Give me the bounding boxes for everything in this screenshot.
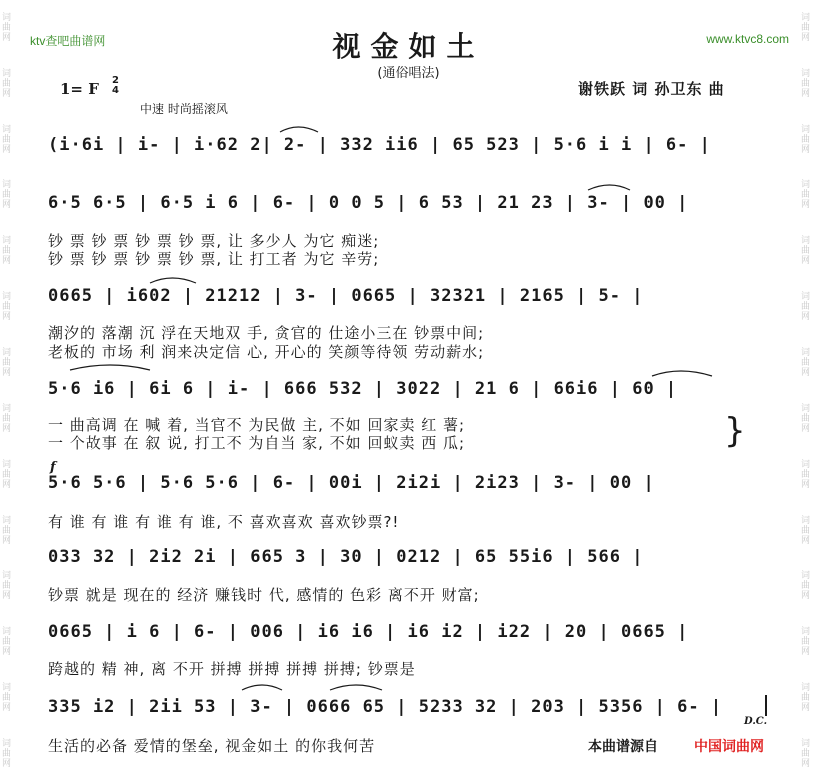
watermark-text: 词曲网	[2, 683, 12, 714]
notation-row-5: 5·6 5·6 | 5·6 5·6 | 6- | 00i | 2i2i | 2i23 | 3- | 00 |	[48, 473, 655, 493]
song-title: 视金如土	[332, 30, 485, 63]
tie-arc	[242, 685, 282, 690]
tempo-marking: 中速 时尚摇滚风	[140, 102, 228, 116]
tie-arc	[652, 371, 712, 376]
lyric-row-8: 生活的必备 爱情的堡垒, 视金如土 的你我何苦	[48, 737, 376, 755]
time-signature-top: 2	[112, 75, 119, 86]
watermark-text: 词曲网	[2, 403, 12, 434]
tie-arc	[588, 185, 630, 190]
verse-brace: }	[724, 411, 746, 451]
lyric-row-4-verse-2: 一 个故事 在 叙 说, 打工不 为自当 家, 不如 回蚁卖 西 瓜;	[48, 434, 466, 452]
lyric-row-5: 有 谁 有 谁 有 谁 有 谁, 不 喜欢喜欢 喜欢钞票?!	[48, 513, 400, 531]
notation-row-7: 0665 | i 6 | 6- | 006 | i6 i6 | i6 i2 | i22 | 20 | 0665 |	[48, 622, 689, 642]
watermark-text: 词曲网	[2, 627, 12, 658]
notation-row-8: 335 i2 | 2ii 53 | 3- | 0666 65 | 5233 32 | 203 | 5356 | 6- |	[48, 697, 723, 717]
watermark-text: 词曲网	[2, 124, 12, 155]
notation-row-6: 033 32 | 2i2 2i | 665 3 | 30 | 0212 | 65 55i6 | 566 |	[48, 547, 644, 567]
watermark-text: 词曲网	[801, 571, 811, 602]
site-link-left: ktv查吧曲谱网	[30, 34, 106, 48]
notation-row-1: (i·6i | i- | i·62 2| 2- | 332 ii6 | 65 523 | 5·6 i i | 6- |	[48, 135, 711, 155]
watermark-text: 词曲网	[801, 292, 811, 323]
watermark-text: 词曲网	[801, 124, 811, 155]
lyric-row-2-verse-1: 钞 票 钞 票 钞 票 钞 票, 让 多少人 为它 痴迷;	[48, 232, 380, 250]
watermark-text: 词曲网	[2, 236, 12, 267]
watermark-text: 词曲网	[801, 459, 811, 490]
tie-arc	[150, 278, 196, 283]
site-link-right: www.ktvc8.com	[706, 32, 789, 46]
watermark-text: 词曲网	[801, 12, 811, 43]
watermark-text: 词曲网	[2, 347, 12, 378]
watermark-text: 词曲网	[2, 515, 12, 546]
lyric-row-2-verse-2: 钞 票 钞 票 钞 票 钞 票, 让 打工者 为它 辛劳;	[48, 250, 380, 268]
source-label: 本曲谱源自	[588, 739, 658, 755]
watermark-text: 词曲网	[2, 292, 12, 323]
dynamic-forte: f	[50, 460, 56, 475]
da-capo-mark: D.C.	[744, 716, 768, 727]
key-signature: 1= F	[60, 80, 99, 98]
lyric-row-4-verse-1: 一 曲高调 在 喊 着, 当官不 为民做 主, 不如 回家卖 红 薯;	[48, 416, 466, 434]
watermark-text: 词曲网	[801, 68, 811, 99]
time-signature-bottom: 4	[112, 85, 119, 96]
credits: 谢铁跃 词 孙卫东 曲	[578, 80, 725, 98]
watermark-text: 词曲网	[801, 627, 811, 658]
lyric-row-7: 跨越的 精 神, 离 不开 拼搏 拼搏 拼搏 拼搏; 钞票是	[48, 660, 416, 678]
song-subtitle: (通俗唱法)	[377, 66, 440, 81]
watermark-text: 词曲网	[2, 12, 12, 43]
watermark-text: 词曲网	[801, 738, 811, 769]
notation-row-4: 5·6 i6 | 6i 6 | i- | 666 532 | 3022 | 21 6 | 66i6 | 60 |	[48, 379, 678, 399]
watermark-text: 词曲网	[801, 683, 811, 714]
lyric-row-6: 钞票 就是 现在的 经济 赚钱时 代, 感情的 色彩 离不开 财富;	[48, 586, 480, 604]
watermark-text: 词曲网	[801, 403, 811, 434]
watermark-text: 词曲网	[801, 347, 811, 378]
watermark-text: 词曲网	[2, 68, 12, 99]
lyric-row-3-verse-1: 潮汐的 落潮 沉 浮在天地双 手, 贪官的 仕途小三在 钞票中间;	[48, 324, 485, 342]
tie-arc	[330, 685, 382, 690]
lyric-row-3-verse-2: 老板的 市场 利 润来决定信 心, 开心的 笑颜等待领 劳动薪水;	[48, 343, 485, 361]
notation-row-3: 0665 | i602 | 21212 | 3- | 0665 | 32321 | 2165 | 5- |	[48, 286, 644, 306]
watermark-text: 词曲网	[2, 459, 12, 490]
source-brand: 中国词曲网	[694, 739, 764, 755]
notation-row-2: 6·5 6·5 | 6·5 i 6 | 6- | 0 0 5 | 6 53 | 21 23 | 3- | 00 |	[48, 193, 689, 213]
watermark-text: 词曲网	[801, 515, 811, 546]
watermark-text: 词曲网	[2, 180, 12, 211]
tie-arc	[280, 127, 318, 132]
tie-arc	[70, 365, 150, 370]
watermark-text: 词曲网	[801, 236, 811, 267]
watermark-text: 词曲网	[2, 571, 12, 602]
watermark-text: 词曲网	[801, 180, 811, 211]
watermark-text: 词曲网	[2, 738, 12, 769]
